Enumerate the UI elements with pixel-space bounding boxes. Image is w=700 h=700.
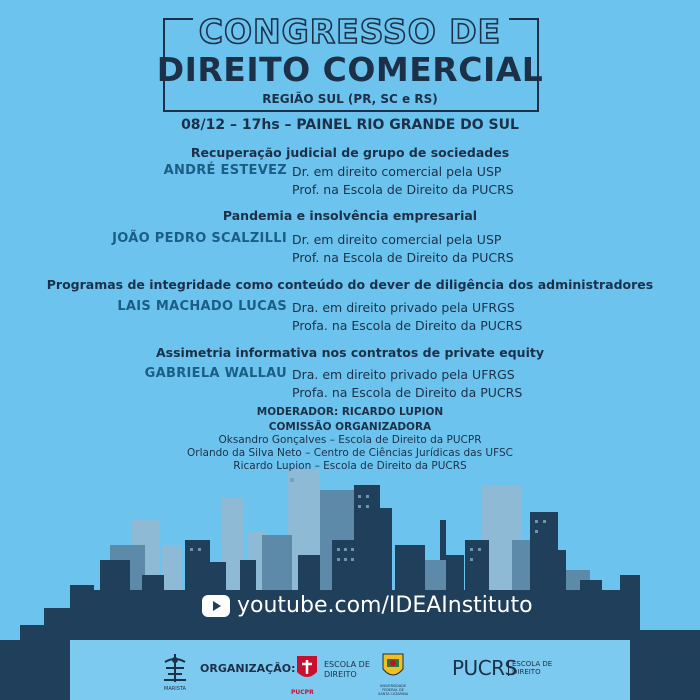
pucrs-school	[508, 660, 552, 676]
youtube-url[interactable]: youtube.com/IDEAInstituto	[237, 593, 533, 618]
speaker-name: JOÃO PEDRO SCALZILLI	[112, 231, 287, 246]
panel-topic: Assimetria informativa nos contratos de private equity	[156, 345, 544, 360]
ufsc-logo	[381, 651, 405, 683]
pucpr-school-line: ESCOLA DE	[324, 660, 370, 669]
title-line2: DIREITO COMERCIAL	[156, 50, 544, 89]
moderator: MODERADOR: RICARDO LUPION	[256, 406, 444, 418]
panel-topic: Pandemia e insolvência empresarial	[222, 208, 478, 223]
date-line: 08/12 – 17hs – PAINEL RIO GRANDE DO SUL	[181, 117, 519, 133]
pucrs-logo: PUCRS	[452, 656, 517, 680]
committee-member: Orlando da Silva Neto – Centro de Ciências Jurídicas das UFSC	[187, 447, 513, 459]
pucpr-logo	[294, 652, 320, 688]
speaker-credential: Prof. na Escola de Direito da PUCRS	[292, 182, 514, 197]
marista-label: MARISTA	[164, 686, 186, 692]
speaker-credential: Dra. em direito privado pela UFRGS	[292, 300, 515, 315]
committee-member: Ricardo Lupion – Escola de Direito da PUCRS	[233, 460, 467, 472]
panel-topic: Programas de integridade como conteúdo do dever de diligência dos administradores	[46, 277, 654, 292]
speaker-credential: Dr. em direito comercial pela USP	[292, 232, 502, 247]
speaker-credential: Dr. em direito comercial pela USP	[292, 164, 502, 179]
youtube-link[interactable]	[0, 592, 700, 622]
speaker-name: ANDRÉ ESTEVEZ	[163, 163, 287, 178]
speaker-credential: Profa. na Escola de Direito da PUCRS	[292, 318, 523, 333]
speaker-credential: Prof. na Escola de Direito da PUCRS	[292, 250, 514, 265]
youtube-icon	[202, 595, 230, 617]
committee-member: Oksandro Gonçalves – Escola de Direito da PUCPR	[218, 434, 482, 446]
pucpr-school	[324, 660, 370, 680]
marista-logo	[160, 652, 190, 684]
title-line1: CONGRESSO DE	[198, 12, 502, 51]
region-subtitle: REGIÃO SUL (PR, SC e RS)	[262, 92, 438, 106]
pucrs-school-line: ESCOLA DE	[512, 660, 553, 668]
speaker-name: GABRIELA WALLAU	[144, 366, 287, 381]
ufsc-label: UNIVERSIDADE FEDERAL DE SANTA CATARINA	[378, 684, 408, 696]
speaker-name: LAIS MACHADO LUCAS	[117, 299, 287, 314]
pucpr-label: PUCPR	[291, 689, 314, 696]
pucpr-school-line: DIREITO	[324, 670, 357, 679]
pucrs-school-line: DIREITO	[512, 668, 541, 676]
speaker-credential: Dra. em direito privado pela UFRGS	[292, 367, 515, 382]
speaker-credential: Profa. na Escola de Direito da PUCRS	[292, 385, 523, 400]
organization-label: ORGANIZAÇÃO:	[200, 662, 296, 675]
panel-topic: Recuperação judicial de grupo de sociedades	[190, 145, 510, 160]
committee-heading: COMISSÃO ORGANIZADORA	[268, 421, 432, 433]
